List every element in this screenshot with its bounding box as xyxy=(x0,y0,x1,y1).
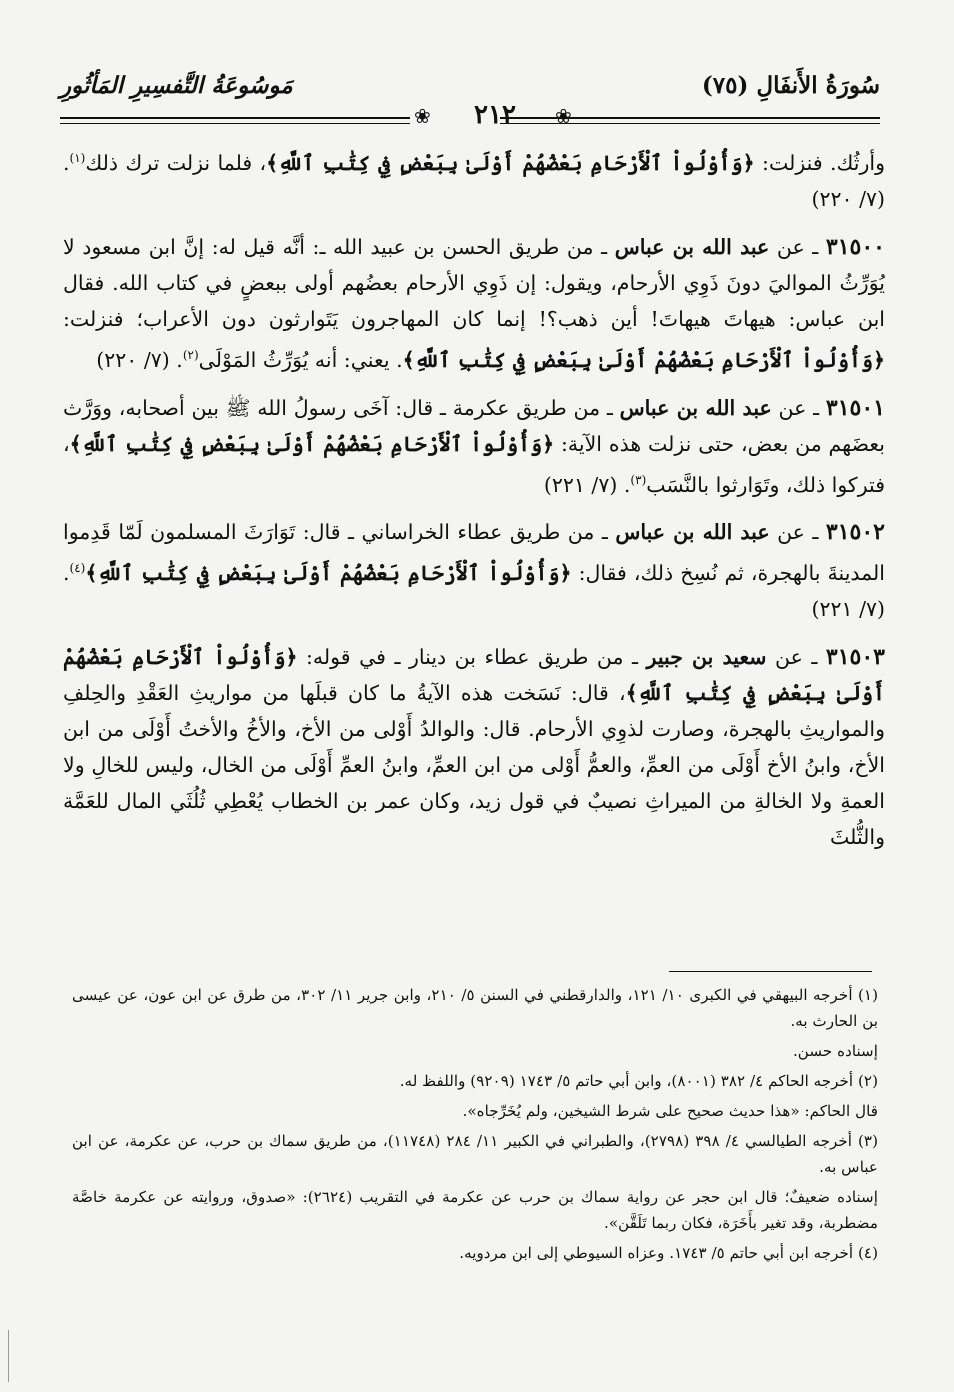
narrator: عبد الله بن عباس xyxy=(615,520,770,545)
quran-verse: ﴿وَأُوْلُواْ ٱلْأَرْحَامِ بَعْضُهُمْ أَوْلَىٰ بِبَعْضٍ فِي كِتَٰبِ ٱللَّهِ﴾ xyxy=(63,645,885,706)
footnote: قال الحاكم: «هذا حديث صحيح على شرط الشيخين، ولم يُخَرِّجاه». xyxy=(462,1102,878,1120)
surah-title: سُورَةُ الأَنفَالِ (٧٥) xyxy=(701,72,880,99)
footnote-ref: (٢) xyxy=(182,347,199,362)
ornament-icon: ❀ xyxy=(555,104,572,128)
entry-number: ٣١٥٠٠ xyxy=(825,233,885,260)
source-ref: (٧/ ٢٢٠) xyxy=(811,186,885,211)
footnote: إسناده ضعيفٌ؛ قال ابن حجر عن رواية سماك بن حرب عن عكرمة في التقريب (٢٦٢٤): «صدوق، وروايته عن عكرمة خاصَّة مضطربة، وقد تغير بأَخَرَة، فكان ربما تَلَقَّن». xyxy=(72,1188,878,1232)
footnote: (١) أخرجه البيهقي في الكبرى ١٠/ ١٢١، والدارقطني في السنن ٥/ ٢١٠، وابن جرير ١١/ ٣٠٢، من طرق عن ابن عون، عن عيسى بن الحارث به. xyxy=(72,986,879,1030)
entry-text: ـ عن xyxy=(769,234,826,259)
entry-number: ٣١٥٠٢ xyxy=(825,519,885,546)
footnote: (٣) أخرجه الطيالسي ٤/ ٣٩٨ (٢٧٩٨)، والطبراني في الكبير ١١/ ٢٨٤ (١١٧٤٨)، من طريق سماك بن حرب، عن عكرمة، عن ابن عباس به. xyxy=(72,1132,879,1176)
entry-text: ، قال: نَسَخت هذه الآيةُ ما كان قبلَها من مواريثِ العَقْدِ والحِلفِ والمواريثِ بالهجرة، وصارت لذوِي الأرحام. قال: والوالدُ أَوْلى من الأخ، والأخُ والأختُ أَوْلَى من ابن الأخ، وابنُ الأخ أَوْلَى من العمِّ، والعمُّ أَوْلى من ابن العمِّ، وابنُ العمِّ أَوْلَى من الخال، وليس للخالِ ولا العمةِ ولا الخالةِ من الميراثِ نصيبٌ في قول زيد، وكان عمر بن الخطاب يُعْطِي ثُلُثَي المال للعَمَّة والثُّلثَ xyxy=(63,681,885,850)
quran-verse: ﴿وَأُوْلُواْ ٱلْأَرْحَامِ بَعْضُهُمْ أَوْلَىٰ بِبَعْضٍ فِي كِتَٰبِ ٱللَّهِ﴾ xyxy=(266,150,755,175)
gutter-mark xyxy=(8,1330,10,1382)
narrator: عبد الله بن عباس xyxy=(614,234,770,259)
entry-text: ـ من طريق الحسن بن عبيد الله ـ: أنَّه قيل له: إنَّ ابن مسعود لا يُوَرِّثُ المواليَ دونَ ذَوِي الأرحام، ويقول: إن ذَوِي الأرحام بعضُهم أولى ببعضٍ في كتاب الله. فقال ابن عباس: هيهاتَ هيهاتَ! أين ذهب؟! إنما كان المهاجرون يَتَوارثون دون الأعراب؛ فنزلت: xyxy=(63,234,885,331)
entry-text: ـ عن xyxy=(766,645,826,670)
book-title: مَوسُوعَةُ التَّفسِيرِ المَأثُورِ xyxy=(60,72,293,99)
header-rule xyxy=(60,100,880,130)
entry-text: ـ عن xyxy=(771,395,826,420)
entry-text: ـ من طريق عطاء الخراساني ـ قال: تَوَارَثَ المسلمون لَمّا قَدِموا المدينةَ بالهجرة، ثم نُسِخ ذلك، فقال: xyxy=(63,520,885,586)
page-header xyxy=(60,60,880,130)
source-ref: (٧/ ٢٢١) xyxy=(811,597,885,622)
rule-line-left xyxy=(60,117,410,124)
entry-continuation xyxy=(63,140,885,217)
entry xyxy=(63,229,885,378)
rule-line-right xyxy=(500,117,880,124)
footnote: (٢) أخرجه الحاكم ٤/ ٣٨٢ (٨٠٠١)، وابن أبي حاتم ٥/ ١٧٤٣ (٩٢٠٩) واللفظ له. xyxy=(399,1072,878,1090)
narrator: عبد الله بن عباس xyxy=(619,395,772,420)
main-text xyxy=(63,140,885,960)
entry xyxy=(63,514,885,627)
footnote-ref: (٤) xyxy=(69,561,86,576)
entry-text: وأرثُك. فنزلت: xyxy=(754,150,885,175)
entry-text: . يعني: أنه يُوَرِّثُ المَوْلَى xyxy=(198,347,403,372)
entry-text: ، فتركوا ذلك، وتَوَارثوا بالنَّسَب xyxy=(63,431,885,497)
page-number: ٢١٢ xyxy=(474,100,516,130)
entry-text: ـ من طريق عكرمة ـ قال: آخَى رسولُ الله ﷺ بين أصحابه، ووَرَّث بعضَهم من بعض، حتى نزلت هذه الآية: xyxy=(63,395,885,456)
footnote: (٤) أخرجه ابن أبي حاتم ٥/ ١٧٤٣. وعزاه السيوطي إلى ابن مردويه. xyxy=(459,1244,878,1262)
footnote-ref: (١) xyxy=(69,151,86,165)
entry-text: ، فلما نزلت ترك ذلك xyxy=(85,150,267,175)
source-ref: (٧/ ٢٢١) xyxy=(543,472,618,497)
narrator: سعيد بن جبير xyxy=(646,645,767,670)
entry xyxy=(63,639,885,855)
entry-number: ٣١٥٠١ xyxy=(825,394,885,421)
footnote-separator xyxy=(669,971,872,972)
footnote-ref: (٣) xyxy=(630,472,647,487)
entry-text: . xyxy=(623,472,631,497)
entry-number: ٣١٥٠٣ xyxy=(825,644,885,671)
source-ref: (٧/ ٢٢٠) xyxy=(96,347,170,372)
entry-text: ـ من طريق عطاء بن دينار ـ في قوله: xyxy=(297,645,647,670)
quran-verse: ﴿وَأُوْلُواْ ٱلْأَرْحَامِ بَعْضُهُمْ أَوْلَىٰ بِبَعْضٍ فِي كِتَٰبِ ٱللَّهِ﴾ xyxy=(402,347,885,372)
ornament-icon: ❀ xyxy=(414,104,431,128)
entry-text: ـ عن xyxy=(769,520,826,545)
entry-text: . xyxy=(63,150,70,175)
quran-verse: ﴿وَأُوْلُواْ ٱلْأَرْحَامِ بَعْضُهُمْ أَوْلَىٰ بِبَعْضٍ فِي كِتَٰبِ ٱللَّهِ﴾ xyxy=(85,561,572,586)
entry-text: . xyxy=(176,347,183,372)
entry xyxy=(63,390,885,503)
footnotes xyxy=(72,982,878,1270)
entry-text: . xyxy=(63,561,70,586)
footnote: إسناده حسن. xyxy=(792,1042,878,1060)
quran-verse: ﴿وَأُوْلُواْ ٱلْأَرْحَامِ بَعْضُهُمْ أَوْلَىٰ بِبَعْضٍ فِي كِتَٰبِ ٱللَّهِ﴾ xyxy=(69,431,555,456)
